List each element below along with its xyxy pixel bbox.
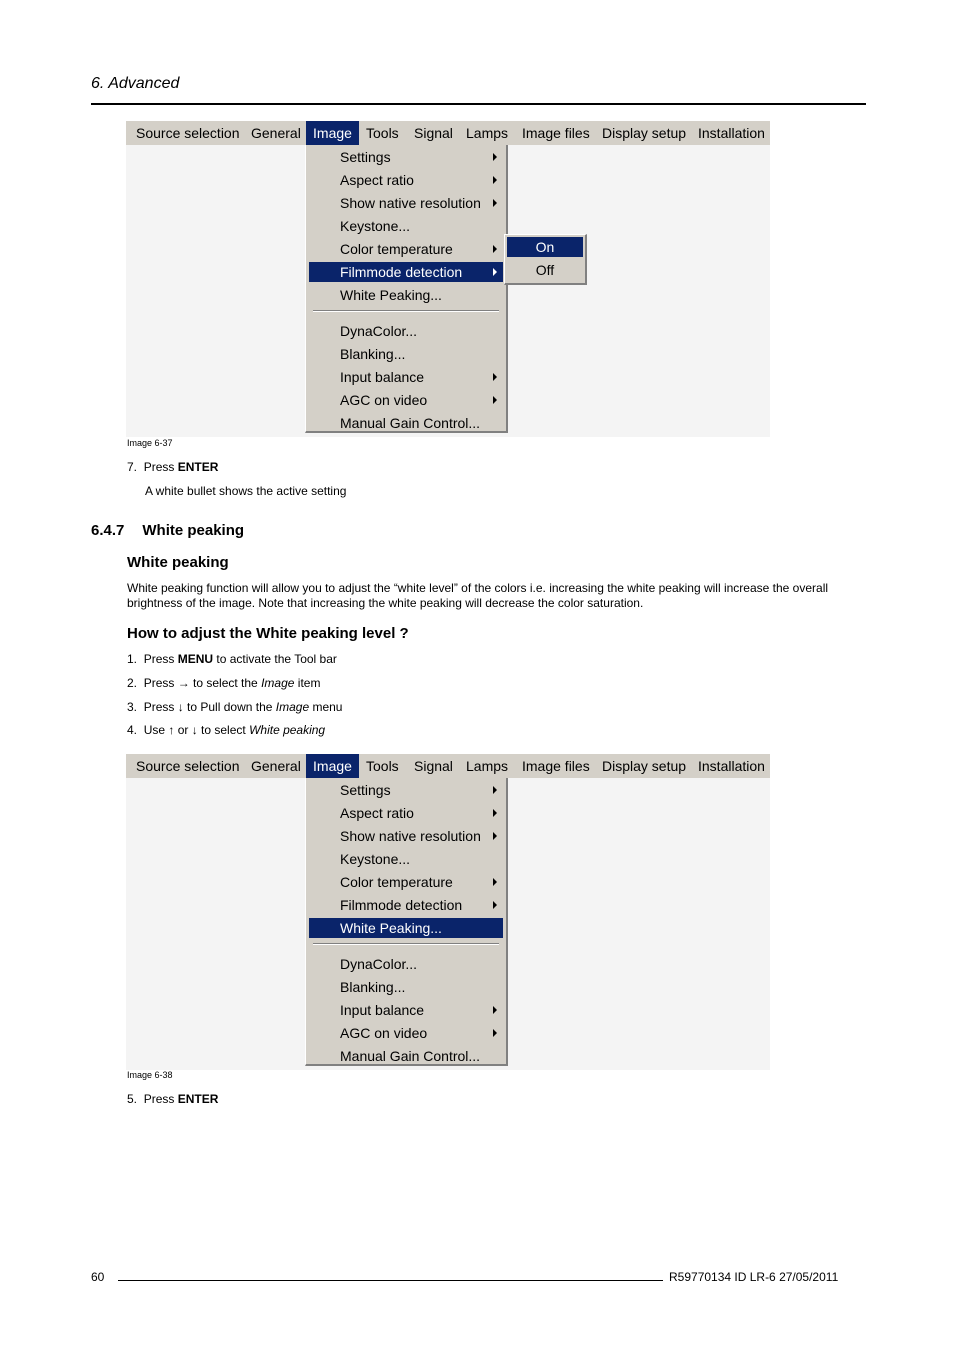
- step-text: Press: [143, 1092, 178, 1106]
- menu-item-dynacolor[interactable]: [309, 321, 503, 341]
- menu-item-label: Aspect ratio: [340, 805, 414, 821]
- menu-item-label: DynaColor...: [340, 323, 418, 339]
- menu-item-label: White Peaking...: [340, 920, 442, 936]
- step-number: 5.: [127, 1092, 138, 1106]
- menu-item-show-native-resolution[interactable]: [309, 193, 503, 213]
- menu-item-label: Filmmode detection: [340, 897, 463, 913]
- menu-bar-item-lamps[interactable]: Lamps: [466, 758, 509, 774]
- menu-bar-item-image-files[interactable]: Image files: [522, 758, 590, 774]
- menu-item-white-peaking[interactable]: [309, 918, 503, 938]
- step-number: 3.: [127, 700, 138, 714]
- menu-bar: [126, 754, 770, 778]
- step-key: ENTER: [177, 1092, 219, 1106]
- menu-item-blanking[interactable]: [309, 977, 503, 997]
- figure-caption-2: Image 6-38: [127, 1070, 173, 1080]
- menu-item-manual-gain-control[interactable]: [309, 413, 503, 433]
- menu-bar-item-image-files[interactable]: Image files: [522, 125, 590, 141]
- menu-item-label: Keystone...: [340, 218, 411, 234]
- menu-item-label: Input balance: [340, 1002, 425, 1018]
- menu-item-label: Filmmode detection: [340, 264, 463, 280]
- submenu-arrow-icon: [493, 373, 497, 381]
- menu-item-label: Color temperature: [340, 874, 453, 890]
- menu-item-manual-gain-control[interactable]: [309, 1046, 503, 1066]
- step-2: [127, 676, 320, 690]
- submenu-arrow-icon: [493, 901, 497, 909]
- step-text: menu: [309, 700, 343, 714]
- step-number: 1.: [127, 652, 138, 666]
- menu-item-show-native-resolution[interactable]: [309, 826, 503, 846]
- menu-bar-item-installation[interactable]: Installation: [698, 125, 765, 141]
- step-key: MENU: [177, 652, 214, 666]
- menu-bar-item-display-setup[interactable]: Display setup: [602, 758, 687, 774]
- menu-item-color-temperature[interactable]: [309, 239, 503, 259]
- menu-bar-item-image[interactable]: Image: [306, 754, 359, 778]
- image-dropdown-menu: [305, 145, 508, 433]
- menu-item-label: Manual Gain Control...: [340, 1048, 481, 1064]
- document-id: R59770134 ID LR-6 27/05/2011: [669, 1270, 839, 1284]
- menu-item-aspect-ratio[interactable]: [309, 170, 503, 190]
- menu-item-label: Blanking...: [340, 979, 406, 995]
- step-4: [127, 723, 325, 737]
- menu-bar-item-source-selection[interactable]: Source selection: [136, 125, 240, 141]
- chapter-heading: 6. Advanced: [91, 75, 180, 92]
- section-heading: [91, 522, 244, 539]
- menu-item-keystone[interactable]: [309, 849, 503, 869]
- submenu-arrow-icon: [493, 878, 497, 886]
- menu-item-aspect-ratio[interactable]: [309, 803, 503, 823]
- step-number: 4.: [127, 723, 138, 737]
- submenu-arrow-icon: [493, 809, 497, 817]
- menu-item-blanking[interactable]: [309, 344, 503, 364]
- menu-item-label: White Peaking...: [340, 287, 442, 303]
- step-emphasis: Image: [261, 676, 295, 690]
- menu-item-input-balance[interactable]: [309, 1000, 503, 1020]
- section-title: White peaking: [142, 522, 245, 539]
- step-text: to activate the Tool bar: [213, 652, 337, 666]
- step-text: Use ↑ or ↓ to select: [143, 723, 250, 737]
- step-number: 7.: [127, 460, 138, 474]
- paragraph-line-2: brightness of the image. Note that increasing the white peaking will decrease the color saturation.: [127, 596, 644, 610]
- submenu-arrow-icon: [493, 1029, 497, 1037]
- menu-bar-item-general[interactable]: General: [251, 125, 301, 141]
- image-dropdown-menu: [305, 778, 508, 1066]
- menu-bar-item-source-selection[interactable]: Source selection: [136, 758, 240, 774]
- menu-item-label: Show native resolution: [340, 195, 481, 211]
- step-emphasis: Image: [275, 700, 310, 714]
- menu-item-label: Keystone...: [340, 851, 411, 867]
- submenu-arrow-icon: [493, 832, 497, 840]
- page-number: 60: [91, 1270, 105, 1284]
- menu-item-agc-on-video[interactable]: [309, 1023, 503, 1043]
- menu-separator: [313, 943, 499, 945]
- step-7: [127, 460, 218, 474]
- menu-item-settings[interactable]: [309, 147, 503, 167]
- menu-item-label: Color temperature: [340, 241, 453, 257]
- menu-bar-item-signal[interactable]: Signal: [414, 125, 453, 141]
- figure-caption-1: Image 6-37: [127, 438, 173, 448]
- menu-item-color-temperature[interactable]: [309, 872, 503, 892]
- submenu-item-on[interactable]: On: [507, 237, 583, 257]
- step-emphasis: White peaking: [249, 723, 326, 737]
- menu-item-label: AGC on video: [340, 392, 428, 408]
- menu-item-label: Input balance: [340, 369, 425, 385]
- step-text: item: [294, 676, 321, 690]
- header-rule: [91, 103, 866, 105]
- menu-item-settings[interactable]: [309, 780, 503, 800]
- menu-item-label: DynaColor...: [340, 956, 418, 972]
- step-key: ENTER: [177, 460, 219, 474]
- step-text: Press: [143, 652, 178, 666]
- menu-bar-item-general[interactable]: General: [251, 758, 301, 774]
- submenu-arrow-icon: [493, 199, 497, 207]
- step-text: Press ↓ to Pull down the: [143, 700, 276, 714]
- menu-screenshot-1: [126, 121, 770, 437]
- menu-item-label: AGC on video: [340, 1025, 428, 1041]
- step-5: [127, 1092, 218, 1106]
- menu-bar-item-tools[interactable]: Tools: [366, 758, 399, 774]
- submenu-arrow-icon: [493, 396, 497, 404]
- menu-bar-item-lamps[interactable]: Lamps: [466, 125, 509, 141]
- howto-heading: How to adjust the White peaking level ?: [127, 625, 409, 642]
- submenu-arrow-icon: [493, 176, 497, 184]
- menu-item-label: Manual Gain Control...: [340, 415, 481, 431]
- submenu-arrow-icon: [493, 245, 497, 253]
- step-number: 2.: [127, 676, 138, 690]
- menu-item-label: Settings: [340, 149, 391, 165]
- menu-item-input-balance[interactable]: [309, 367, 503, 387]
- step-text: Press: [143, 460, 178, 474]
- menu-item-label: Settings: [340, 782, 391, 798]
- menu-item-white-peaking[interactable]: [309, 285, 503, 305]
- menu-item-dynacolor[interactable]: [309, 954, 503, 974]
- menu-bar: [126, 121, 770, 145]
- menu-screenshot-2: [126, 754, 770, 1070]
- step-text: Press → to select the: [143, 676, 262, 690]
- menu-item-filmmode-detection[interactable]: [309, 895, 503, 915]
- section-number: 6.4.7: [91, 522, 125, 539]
- submenu-item-off[interactable]: Off: [535, 262, 555, 278]
- menu-bar-item-signal[interactable]: Signal: [414, 758, 453, 774]
- step-1: [127, 652, 337, 666]
- subsection-heading: White peaking: [127, 554, 229, 571]
- menu-item-label: Blanking...: [340, 346, 406, 362]
- filmmode-submenu: [504, 234, 587, 285]
- menu-bar-item-image[interactable]: Image: [306, 121, 359, 145]
- submenu-arrow-icon: [493, 786, 497, 794]
- menu-item-filmmode-detection[interactable]: [309, 262, 503, 282]
- menu-separator: [313, 310, 499, 312]
- step-7-note: A white bullet shows the active setting: [145, 484, 347, 498]
- menu-item-keystone[interactable]: [309, 216, 503, 236]
- submenu-arrow-icon: [493, 153, 497, 161]
- submenu-arrow-icon: [493, 1006, 497, 1014]
- submenu-arrow-icon: [493, 268, 497, 276]
- menu-item-agc-on-video[interactable]: [309, 390, 503, 410]
- step-3: [127, 700, 342, 714]
- menu-item-label: Aspect ratio: [340, 172, 414, 188]
- menu-bar-item-tools[interactable]: Tools: [366, 125, 399, 141]
- menu-item-label: Show native resolution: [340, 828, 481, 844]
- paragraph-line-1: White peaking function will allow you to adjust the “white level” of the colors i.e. increasing the white peaking will increase the overall: [127, 581, 829, 595]
- menu-bar-item-display-setup[interactable]: Display setup: [602, 125, 687, 141]
- footer-rule: [118, 1280, 663, 1281]
- menu-bar-item-installation[interactable]: Installation: [698, 758, 765, 774]
